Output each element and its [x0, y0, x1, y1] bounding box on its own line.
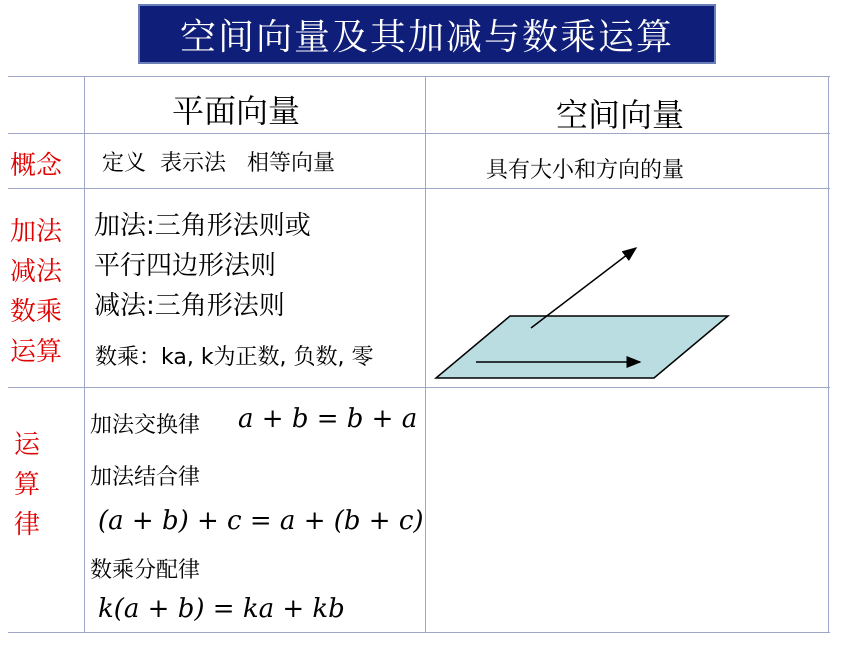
associative-law-formula: (a + b) + c = a + (b + c): [98, 506, 424, 536]
distributive-law-title: 数乘分配律: [90, 558, 201, 583]
plane-parallelogram: [436, 316, 728, 378]
header-plane-vector: 平面向量: [172, 92, 301, 130]
distributive-law-formula: k(a + b) = ka + kb: [98, 594, 345, 624]
operations-rule-line: 减法:三角形法则: [94, 291, 285, 321]
operations-label-line: 加法: [10, 217, 63, 247]
operations-rule-line: 加法:三角形法则或: [94, 211, 311, 241]
laws-label: [14, 425, 40, 545]
table-border-right: [828, 76, 829, 632]
concept-label: 概念: [10, 151, 63, 181]
associative-law-title: 加法结合律: [90, 465, 201, 490]
concept-plane-text: 定义 表示法 相等向量: [102, 151, 335, 176]
operations-label-line: 减法: [10, 257, 63, 287]
header-space-vector: 空间向量: [556, 96, 685, 134]
table-divider-header: [8, 133, 830, 134]
operations-label-line: 运算: [10, 337, 63, 367]
laws-label-char: 律: [14, 510, 41, 540]
operations-plane-rules: [94, 206, 311, 326]
operations-label: [10, 212, 62, 372]
scalar-multiplication-rule: 数乘：ka, k为正数, 负数, 零: [95, 345, 374, 370]
concept-space-text: 具有大小和方向的量: [486, 158, 685, 183]
table-border-top: [8, 76, 830, 77]
laws-label-char: 算: [14, 470, 41, 500]
operations-rule-line: 平行四边形法则: [94, 251, 277, 281]
commutative-law-formula: a + b = b + a: [238, 404, 418, 434]
commutative-law-title: 加法交换律: [90, 413, 201, 438]
operations-label-line: 数乘: [10, 297, 63, 327]
page-title: 空间向量及其加减与数乘运算: [138, 4, 716, 64]
table-border-bottom: [8, 632, 830, 633]
laws-label-char: 运: [14, 430, 41, 460]
table-col-divider-1: [84, 76, 85, 632]
space-vector-figure: [426, 188, 826, 388]
